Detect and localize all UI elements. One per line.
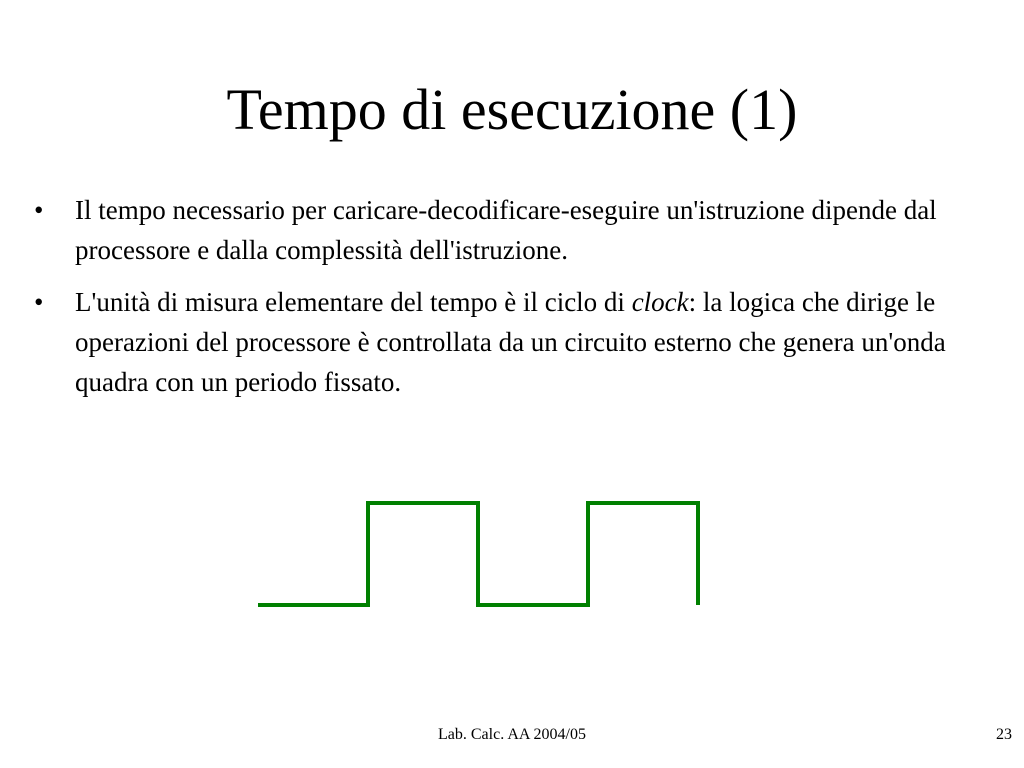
page-number: 23 — [996, 726, 1012, 743]
square-wave-line — [258, 503, 698, 605]
footer-label: Lab. Calc. AA 2004/05 — [438, 726, 586, 743]
bullet-text: Il tempo necessario per caricare-decodificare-eseguire un'istruzione dipende dal processore e dalla complessità dell'istruzione. — [75, 195, 937, 265]
bullet-mark: • — [34, 287, 44, 317]
bullet-text-after: : la logica che dirige le operazioni del processore è controllata da un circuito esterno che genera un'onda quadra con un periodo fissato. — [75, 287, 946, 397]
bullet-text-before: L'unità di misura elementare del tempo è il ciclo di — [75, 287, 632, 317]
slide-title: Tempo di esecuzione (1) — [226, 77, 798, 142]
bullet-mark: • — [34, 195, 44, 225]
bullet-text-emphasis: clock — [631, 287, 689, 317]
